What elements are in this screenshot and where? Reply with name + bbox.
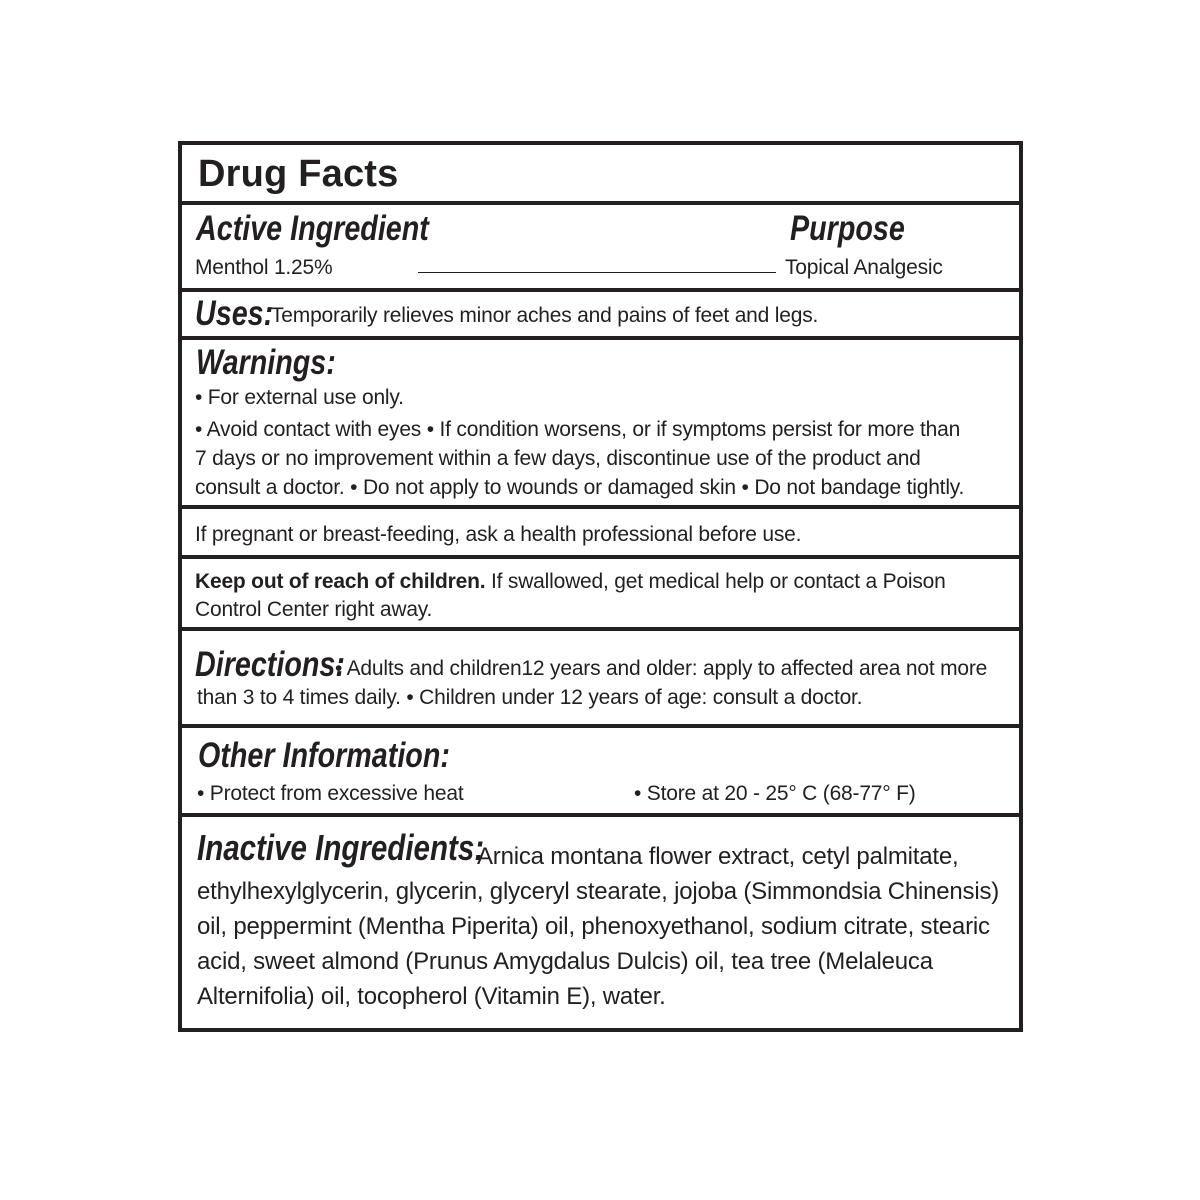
uses-section: [182, 292, 1019, 340]
active-ingredient-value: Menthol 1.25%: [195, 256, 333, 279]
children-line-1-rest: If swallowed, get medical help or contact a Poison: [485, 570, 946, 593]
warning-line-2: • Avoid contact with eyes • If condition worsens, or if symptoms persist for more than: [195, 418, 961, 441]
directions-section: [182, 631, 1019, 728]
other-information-section: [182, 728, 1019, 817]
drug-facts-panel: [178, 141, 1023, 1032]
leader-line: [418, 272, 776, 273]
inactive-line-4: acid, sweet almond (Prunus Amygdalus Dulcis) oil, tea tree (Melaleuca: [197, 948, 933, 975]
directions-line-2: than 3 to 4 times daily. • Children under 12 years of age: consult a doctor.: [197, 686, 863, 709]
children-line-1: [195, 567, 946, 596]
directions-heading: Directions:: [195, 645, 345, 684]
inactive-ingredients-section: [182, 817, 1019, 1028]
children-section: [182, 559, 1019, 631]
active-ingredient-heading: Active Ingredient: [196, 209, 429, 248]
purpose-heading: Purpose: [790, 209, 905, 248]
warning-line-1: • For external use only.: [195, 386, 404, 409]
page-title: Drug Facts: [198, 153, 399, 195]
uses-heading: Uses:: [195, 294, 274, 333]
directions-line-1: • Adults and children12 years and older: apply to affected area not more: [335, 657, 988, 680]
other-information-heading: Other Information:: [198, 736, 450, 775]
inactive-line-5: Alternifolia) oil, tocopherol (Vitamin E), water.: [197, 983, 666, 1010]
warning-line-3: 7 days or no improvement within a few days, discontinue use of the product and: [195, 447, 921, 470]
children-warning-bold: Keep out of reach of children.: [195, 570, 486, 593]
inactive-ingredients-heading: Inactive Ingredients:: [197, 827, 485, 868]
inactive-line-1: Arnica montana flower extract, cetyl palmitate,: [477, 843, 959, 870]
active-ingredient-section: [182, 205, 1019, 292]
warnings-section: [182, 340, 1019, 509]
title-section: [182, 145, 1019, 205]
inactive-line-2: ethylhexylglycerin, glycerin, glyceryl stearate, jojoba (Simmondsia Chinensis): [197, 878, 1000, 905]
pregnancy-text: If pregnant or breast-feeding, ask a health professional before use.: [195, 523, 802, 546]
other-item-heat: • Protect from excessive heat: [197, 782, 464, 805]
warnings-heading: Warnings:: [196, 343, 336, 382]
uses-text: Temporarily relieves minor aches and pains of feet and legs.: [271, 304, 819, 327]
purpose-value: Topical Analgesic: [785, 256, 943, 279]
children-line-2: Control Center right away.: [195, 598, 433, 621]
other-item-storage: • Store at 20 - 25° C (68-77° F): [634, 782, 916, 805]
warning-line-4: consult a doctor. • Do not apply to wounds or damaged skin • Do not bandage tightly.: [195, 476, 965, 499]
pregnancy-section: [182, 509, 1019, 559]
inactive-line-3: oil, peppermint (Mentha Piperita) oil, phenoxyethanol, sodium citrate, stearic: [197, 913, 990, 940]
